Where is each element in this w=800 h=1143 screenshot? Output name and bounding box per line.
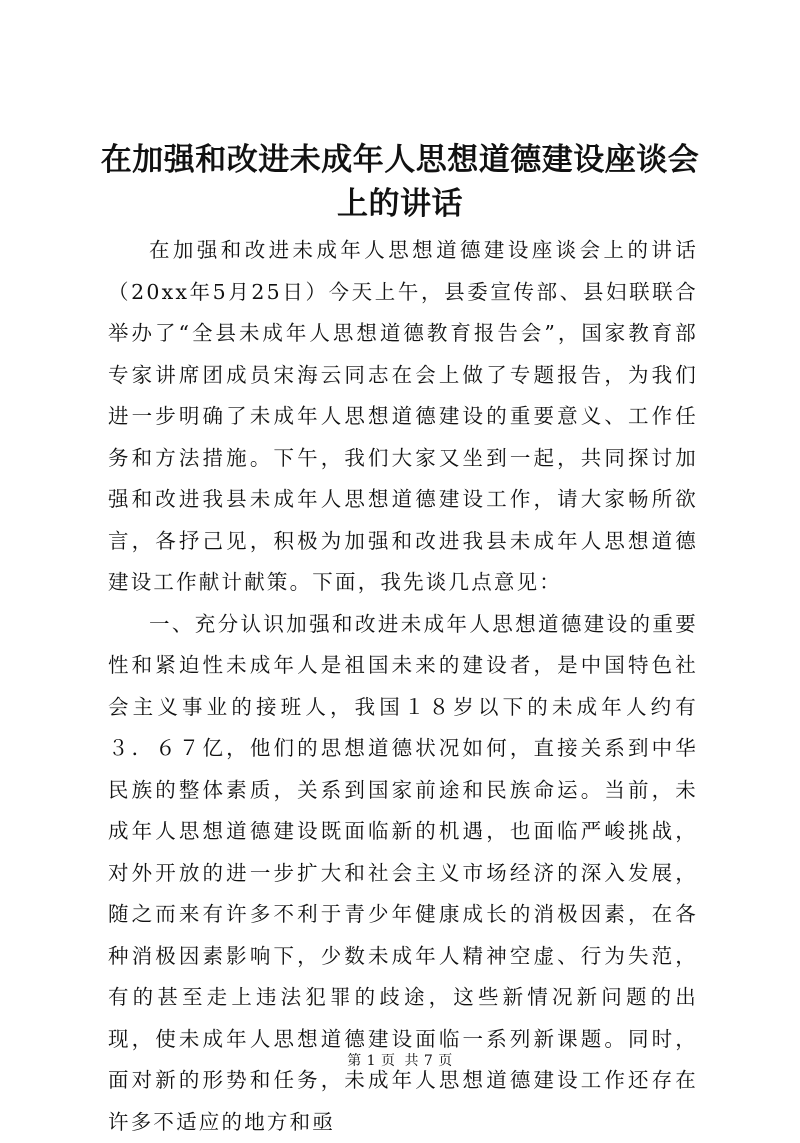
paragraph-section-one: 一、充分认识加强和改进未成年人思想道德建设的重要性和紧迫性未成年人是祖国未来的建设者，是中国特色社会主义事业的接班人，我国１８岁以下的未成年人约有３．６７亿，他们的思想道德状况如何，直接关系到中华民族的整体素质，关系到国家前途和民族命运。当前，未成年人思想道德建设既面临新的机遇，也面临严峻挑战，对外开放的进一步扩大和社会主义市场经济的深入发展，随之而来有许多不利于青少年健康成长的消极因素，在各种消极因素影响下，少数未成年人精神空虚、行为失范，有的甚至走上违法犯罪的歧途，这些新情况新问题的出现，使未成年人思想道德建设面临一系列新课题。同时，面对新的形势和任务，未成年人思想道德建设工作还存在许多不适应的地方和亟 [108, 604, 698, 1143]
page-total: 共 7 页 [404, 1053, 452, 1069]
page-number: 第 1 页 [347, 1053, 395, 1069]
paragraph-intro: 在加强和改进未成年人思想道德建设座谈会上的讲话（20xx年5月25日）今天上午，县委宣传部、县妇联联合举办了“全县未成年人思想道德教育报告会”，国家教育部专家讲席团成员宋海云同志在会上做了专题报告，为我们进一步明确了未成年人思想道德建设的重要意义、工作任务和方法措施。下午，我们大家又坐到一起，共同探讨加强和改进我县未成年人思想道德建设工作，请大家畅所欲言，各抒己见，积极为加强和改进我县未成年人思想道德建设工作献计献策。下面，我先谈几点意见： [108, 230, 698, 604]
document-body [108, 230, 698, 1143]
document-title: 在加强和改进未成年人思想道德建设座谈会上的讲话 [100, 138, 700, 226]
page-footer [0, 1052, 800, 1070]
